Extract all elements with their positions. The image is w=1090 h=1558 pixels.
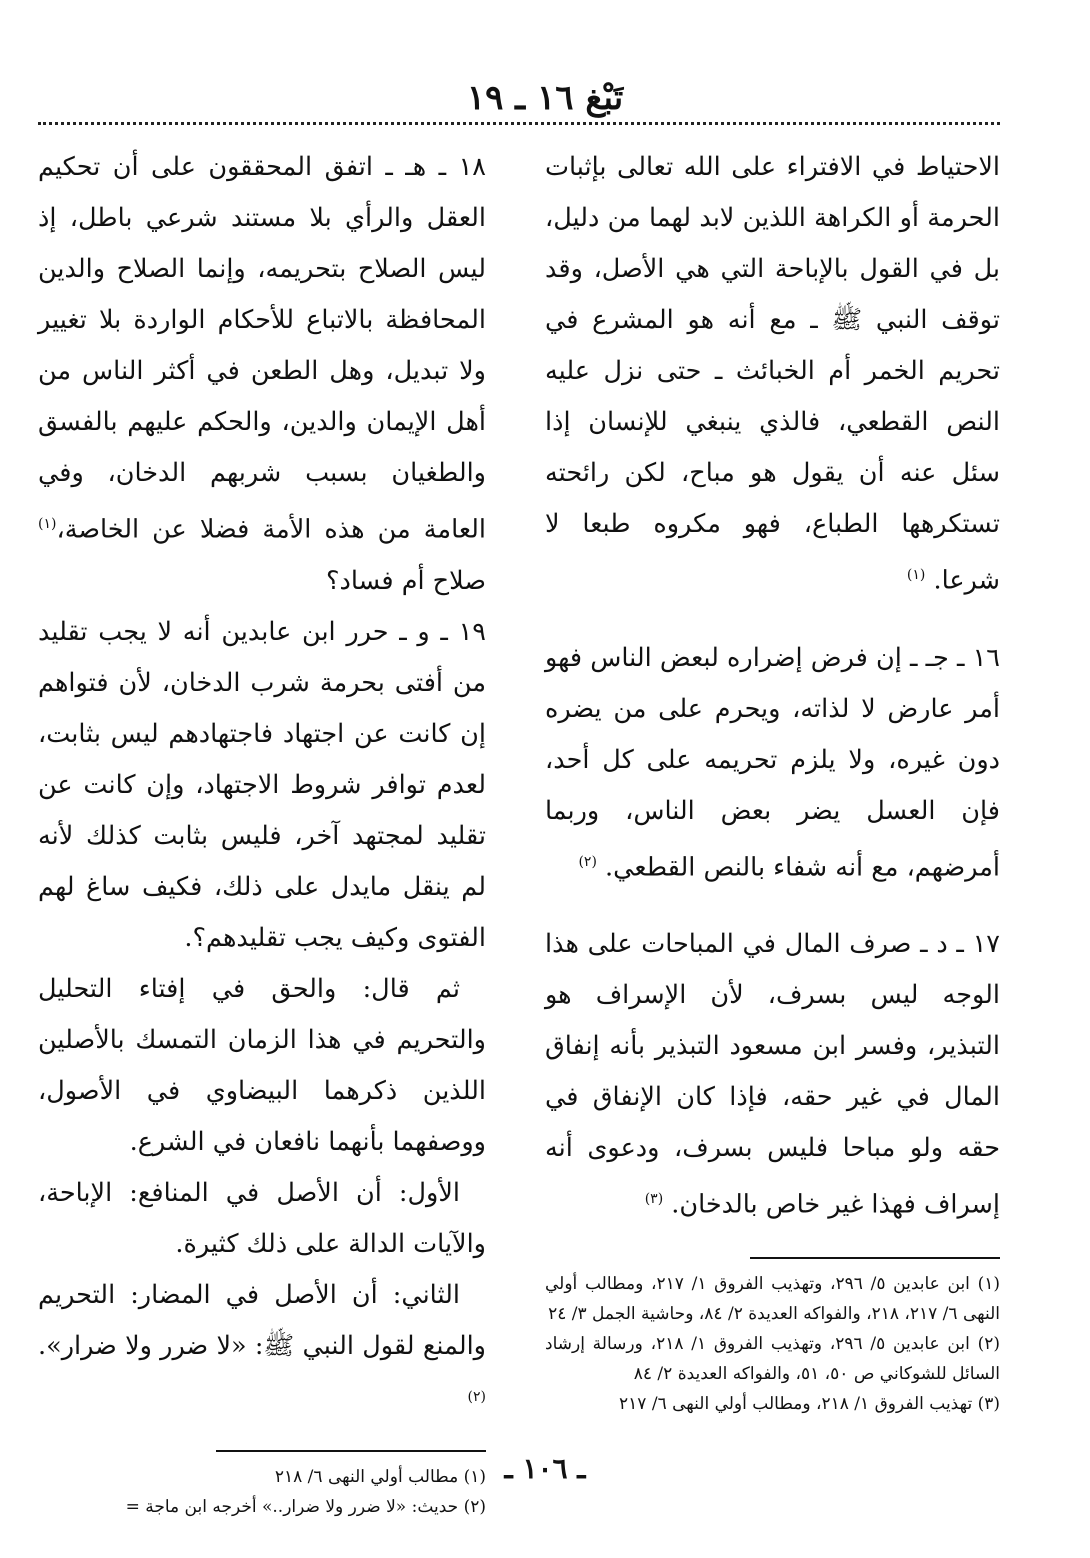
paragraph-text: ١٧ ـ د ـ صرف المال في المباحات على هذا الوجه ليس بسرف، لأن الإسراف هو التبذير، وفسر ابن مسعود التبذير بأنه إنفاق المال في غير حقه، فإذا كان الإنفاق في حقه ولو مباحا فليس بسرف، ودعوى أنه إسراف فهذا غير خاص بالدخان. — [545, 929, 1000, 1220]
footnote-divider — [750, 1257, 1000, 1259]
footnote-mark: (١) — [906, 567, 926, 583]
paragraph-quote: ثم قال: والحق في إفتاء التحليل والتحريم في هذا الزمان التمسك بالأصلين اللذين ذكرهما البيضاوي في الأصول، ووصفهما بأنهما نافعان في الشرع. — [38, 973, 486, 1157]
paragraph-text: ١٨ ـ هـ ـ اتفق المحققون على أن تحكيم العقل والرأي بلا مستند شرعي باطل، إذ ليس الصلاح بتحريمه، وإنما الصلاح والدين المحافظة بالاتباع للأحكام الواردة بلا تغيير ولا تبديل، وهل الطعن في أكثر الناس من أهل الإيمان والدين، والحكم عليهم بالفسق والطغيان بسبب شربهم الدخان، وفي العامة من هذه الأمة فضلا عن الخاصة، — [38, 152, 486, 545]
footnote-3: (٣) تهذيب الفروق ١/ ٢١٨، ومطالب أولي النهى ٦/ ٢١٧ — [619, 1393, 1000, 1414]
footnote-1: (١) ابن عابدين ٥/ ٢٩٦، وتهذيب الفروق ١/ ٢١٧، ومطالب أولي النهى ٦/ ٢١٧، ٢١٨، والفواكه العديدة ٢/ ٨٤، وحاشية الجمل ٣/ ٢٤ — [545, 1273, 1001, 1324]
paragraph-16 — [545, 633, 1000, 894]
page-number: ـ ١٠٦ ـ — [504, 1452, 586, 1485]
paragraph-19: ١٩ ـ و ـ حرر ابن عابدين أنه لا يجب تقليد من أفتى بحرمة شرب الدخان، لأن فتواهم إن كانت عن اجتهاد فاجتهادهم ليس بثابت، لعدم توافر شروط الاجتهاد، وإن كانت عن تقليد لمجتهد آخر، فليس بثابت كذلك لأنه لم ينقل مايدل على ذلك، فكيف ساغ لهم الفتوى وكيف يجب تقليدهم؟. — [38, 616, 486, 953]
paragraph-first-principle: الأول: أن الأصل في المنافع: الإباحة، والآيات الدالة على ذلك كثيرة. — [38, 1177, 486, 1259]
footnote-2: (٢) حديث: «لا ضرر ولا ضرار..» أخرجه ابن ماجة = — [125, 1497, 486, 1517]
running-header: تَبْغ ١٦ ـ ١٩ — [466, 78, 624, 118]
right-column — [545, 142, 1000, 1419]
paragraph-continuation — [545, 142, 1000, 607]
left-column — [38, 142, 486, 1522]
footnote-mark: (٢) — [578, 853, 597, 870]
paragraph-text-end: صلاح أم فساد؟ — [325, 565, 486, 596]
footnote-2: (٢) ابن عابدين ٥/ ٢٩٦، وتهذيب الفروق ١/ ٢١٨، ورسالة إرشاد السائل للشوكاني ص ٥٠، ٥١، والفواكه العديدة ٢/ ٨٤ — [545, 1333, 1000, 1384]
footnote-mark: (٢) — [467, 1388, 486, 1405]
paragraph-18 — [38, 142, 486, 607]
header-dotted-rule — [38, 122, 1000, 125]
paragraph-second-principle — [38, 1270, 486, 1429]
paragraph-text: الاحتياط في الافتراء على الله تعالى بإثبات الحرمة أو الكراهة اللذين لابد لهما من دليل، بل في القول بالإباحة التي هي الأصل، وقد توقف النبي ﷺ ـ مع أنه هو المشرع في تحريم الخمر أم الخبائث ـ حتى نزل عليه النص القطعي، فالذي ينبغي للإنسان إذا سئل عنه أن يقول هو مباح، لكن رائحته تستكرهها الطباع، فهو مكروه طبعا لا شرعا. — [545, 152, 1000, 596]
paragraph-text: ١٦ ـ جـ ـ إن فرض إضراره لبعض الناس فهو أمر عارض لا لذاته، ويحرم على من يضره دون غيره، ولا يلزم تحريمه على كل أحد، فإن العسل يضر بعض الناس، وربما أمرضهم، مع أنه شفاء بالنص القطعي. — [545, 642, 1000, 882]
paragraph-text: الثاني: أن الأصل في المضار: التحريم والمنع لقول النبي ﷺ: «لا ضرر ولا ضرار». — [38, 1279, 487, 1361]
footnote-mark: (١) — [38, 516, 57, 532]
paragraph-17 — [545, 919, 1000, 1231]
footnote-mark: (٣) — [644, 1191, 664, 1207]
footnote-1: (١) مطالب أولي النهى ٦/ ٢١٨ — [274, 1467, 486, 1487]
